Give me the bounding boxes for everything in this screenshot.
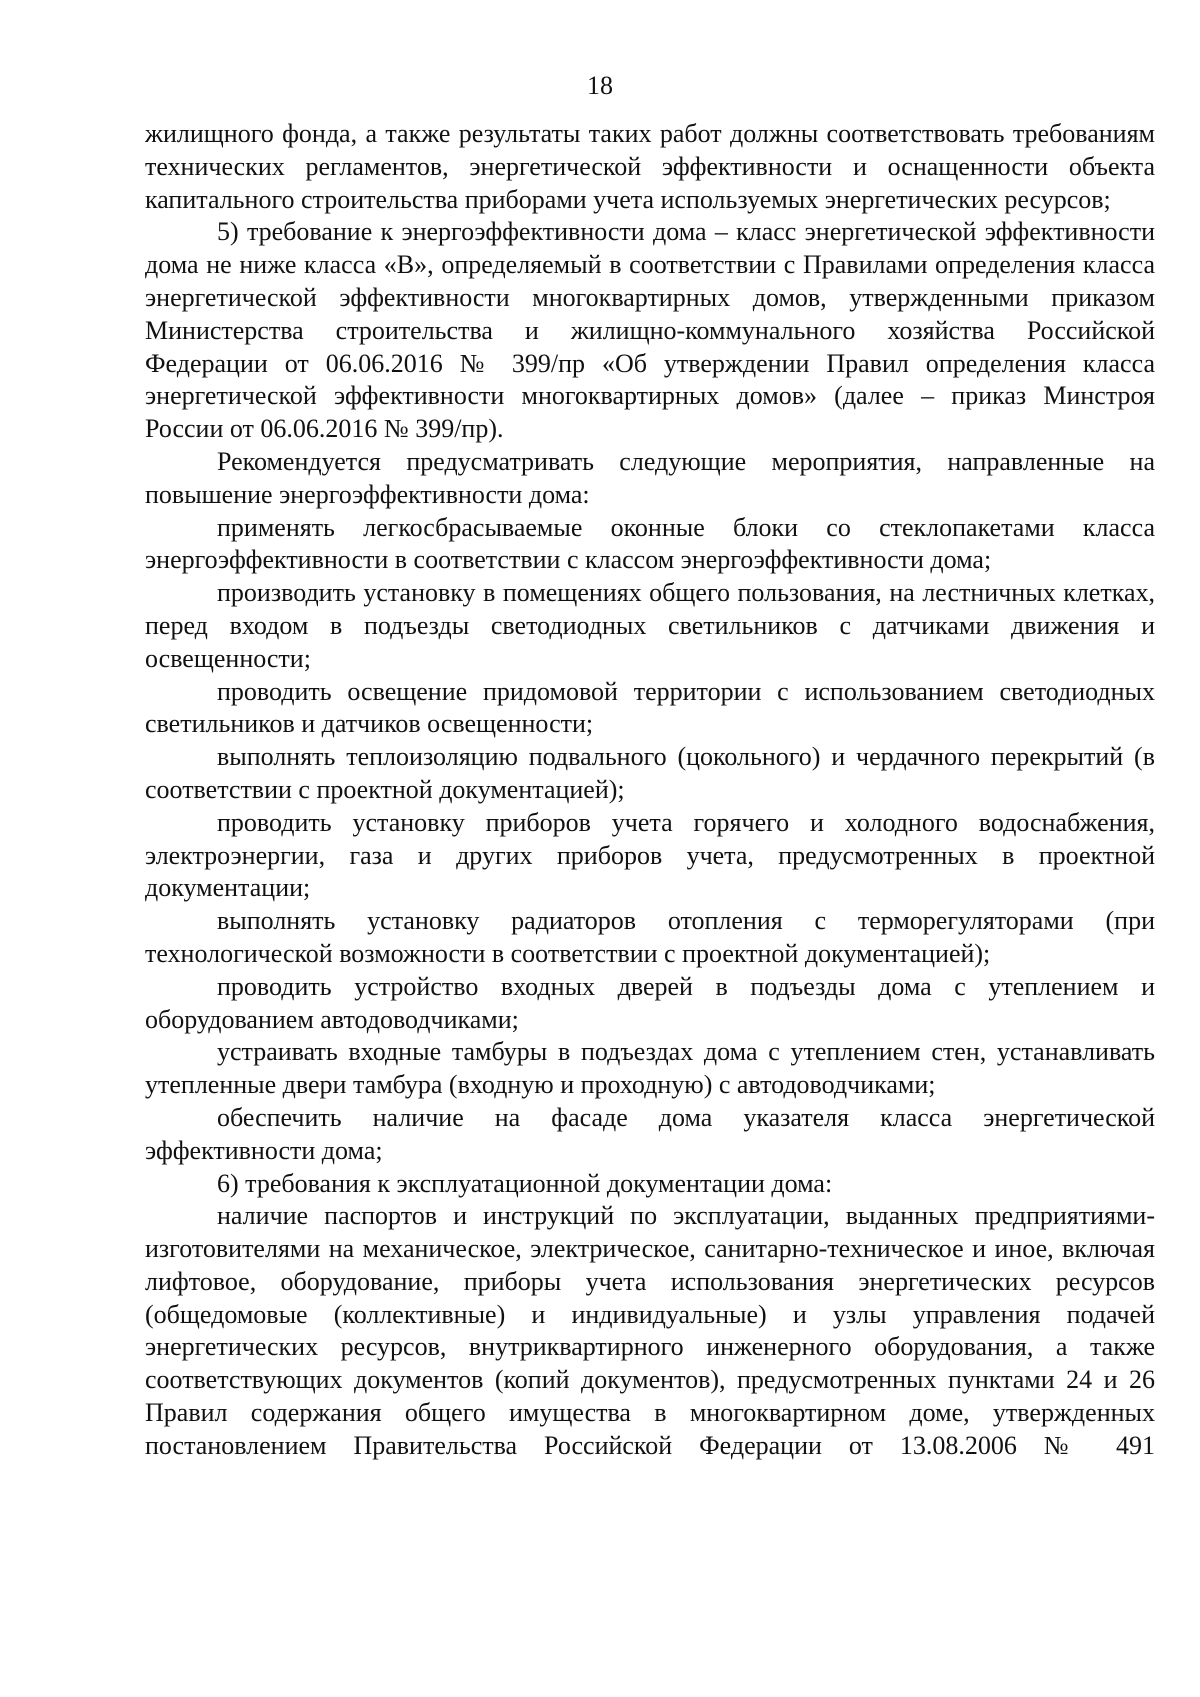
page-number: 18: [587, 71, 613, 100]
paragraph-item-5: 5) требование к энергоэффективности дома – класс энергетической эффективности дома не ниже класса «B», определяемый в соответствии с Правилами определения класса энергетической эффективности многоквартирных домов, утвержденными приказом Министерства строительства и жилищно-коммунального хозяйства Российской Федерации от 06.06.2016 № 399/пр «Об утверждении Правил определения класса энергетической эффективности многоквартирных домов» (далее – приказ Минстроя России от 06.06.2016 № 399/пр).: [145, 217, 1155, 444]
list-item: проводить освещение придомовой территории с использованием светодиодных светильников и датчиков освещенности;: [145, 676, 1155, 739]
list-item: выполнять теплоизоляцию подвального (цокольного) и чердачного перекрытий (в соответствии с проектной документацией);: [145, 742, 1155, 804]
list-item: применять легкосбрасываемые оконные блоки со стеклопакетами класса энергоэффективности в соответствии с классом энергоэффективности дома;: [145, 512, 1155, 575]
document-body: [145, 118, 1155, 1463]
list-item: производить установку в помещениях общего пользования, на лестничных клетках, перед входом в подъезды светодиодных светильников с датчиками движения и освещенности;: [145, 578, 1155, 673]
list-item: проводить устройство входных дверей в подъезды дома с утеплением и оборудованием автодоводчиками;: [145, 971, 1155, 1034]
paragraph-recommendation: Рекомендуется предусматривать следующие мероприятия, направленные на повышение энергоэффективности дома:: [145, 446, 1155, 509]
list-item: наличие паспортов и инструкций по эксплуатации, выданных предприятиями-изготовителями на механическое, электрическое, санитарно-техническое и иное, включая лифтовое, оборудование, приборы учета использования энергетических ресурсов (общедомовые (коллективные) и индивидуальные) и узлы управления подачей энергетических ресурсов, внутриквартирного инженерного оборудования, а также соответствующих документов (копий документов), предусмотренных пунктами 24 и 26 Правил содержания общего имущества в многоквартирном доме, утвержденных постановлением Правительства Российской Федерации от 13.08.2006 № 491: [145, 1201, 1155, 1460]
paragraph-item-6: 6) требования к эксплуатационной документации дома:: [217, 1168, 833, 1198]
list-item: обеспечить наличие на фасаде дома указателя класса энергетической эффективности дома;: [145, 1102, 1155, 1165]
list-item: проводить установку приборов учета горячего и холодного водоснабжения, электроэнергии, газа и других приборов учета, предусмотренных в проектной документации;: [145, 807, 1155, 903]
list-item: устраивать входные тамбуры в подъездах дома с утеплением стен, устанавливать утепленные двери тамбура (входную и проходную) с автодоводчиками;: [145, 1037, 1155, 1100]
paragraph-continuation: жилищного фонда, а также результаты таких работ должны соответствовать требованиям технических регламентов, энергетической эффективности и оснащенности объекта капитального строительства приборами учета используемых энергетических ресурсов;: [145, 119, 1155, 214]
list-item: выполнять установку радиаторов отопления с терморегуляторами (при технологической возможности в соответствии с проектной документацией);: [145, 906, 1155, 968]
